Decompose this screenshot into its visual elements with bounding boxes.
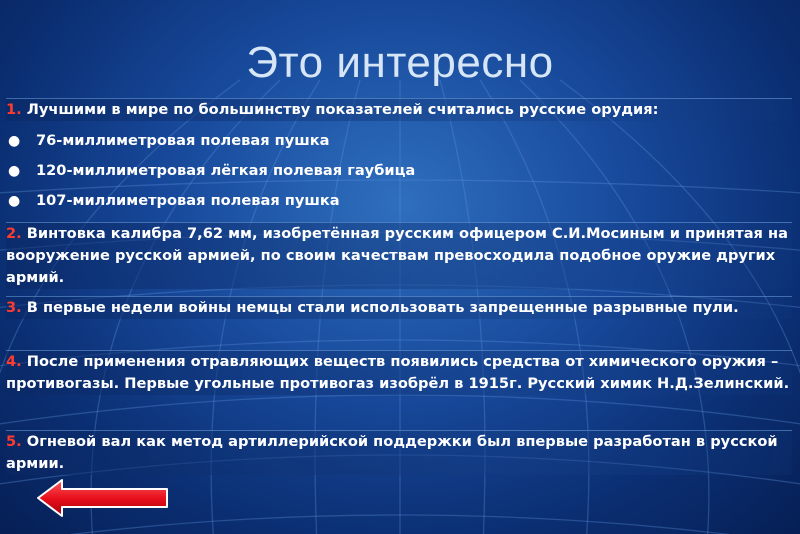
fact-number: 2.: [6, 225, 22, 242]
list-item: [6, 156, 786, 186]
bullet-icon: ●: [8, 193, 21, 209]
fact-text: Огневой вал как метод артиллерийской поддержки был впервые разработан в русской армии.: [6, 433, 778, 472]
list-item-text: 107-миллиметровая полевая пушка: [36, 192, 340, 209]
bullet-icon: ●: [8, 163, 21, 179]
fact-number: 3.: [6, 299, 22, 316]
fact-item-3: [6, 296, 792, 319]
fact-number: 5.: [6, 433, 22, 450]
slide-title: Это интересно: [246, 38, 554, 87]
left-arrow-icon: [36, 478, 170, 518]
gun-list: [6, 126, 786, 216]
fact-text: Винтовка калибра 7,62 мм, изобретённая русским офицером С.И.Мосиным и принятая на вооружение русской армией, по своим качествам превосходила подобное оружие других армий.: [6, 225, 788, 286]
list-item: [6, 126, 786, 156]
fact-item-5: [6, 430, 792, 475]
fact-text: Лучшими в мире по большинству показателей считались русские орудия:: [21, 101, 659, 118]
bullet-icon: ●: [8, 133, 21, 149]
list-item-text: 76-миллиметровая полевая пушка: [36, 132, 330, 149]
fact-item-2: [6, 222, 792, 289]
list-item-text: 120-миллиметровая лёгкая полевая гаубица: [36, 162, 416, 179]
fact-text: В первые недели войны немцы стали использовать запрещенные разрывные пули.: [21, 299, 739, 316]
fact-number: 1.: [6, 101, 22, 118]
fact-text: После применения отравляющих веществ появились средства от химического оружия – противогазы. Первые угольные противогаз изобрёл в 1915г. Русский химик Н.Д.Зелинский.: [6, 353, 790, 392]
back-button[interactable]: [36, 478, 170, 518]
fact-item-1: [6, 98, 792, 121]
fact-number: 4.: [6, 353, 22, 370]
list-item: [6, 186, 786, 216]
fact-item-4: [6, 350, 792, 395]
